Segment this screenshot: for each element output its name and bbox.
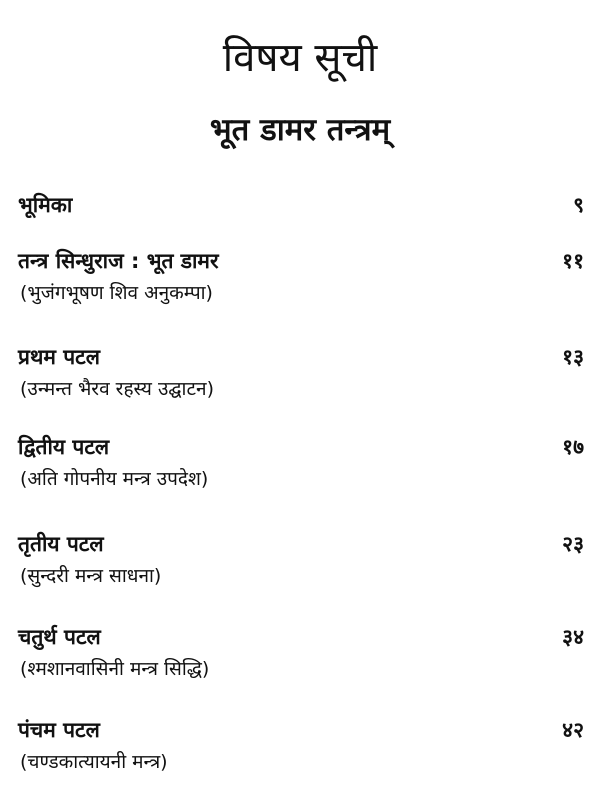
entry-description: (भुजंगभूषण शिव अनुकम्पा) bbox=[20, 282, 213, 304]
toc-entry-patal-1 bbox=[18, 340, 584, 404]
entry-page-number: १३ bbox=[562, 345, 584, 369]
entry-description: (श्मशानवासिनी मन्त्र सिद्धि) bbox=[20, 658, 210, 680]
entry-title: भूमिका bbox=[18, 193, 73, 217]
entry-description: (सुन्दरी मन्त्र साधना) bbox=[20, 565, 162, 587]
toc-entry-patal-2 bbox=[18, 430, 584, 494]
toc-entry-patal-3 bbox=[18, 527, 584, 591]
toc-entry-introduction bbox=[18, 188, 584, 222]
entry-title: द्वितीय पटल bbox=[18, 435, 110, 459]
book-title: भूत डामर तन्त्रम् bbox=[209, 112, 391, 148]
toc-entry-tantra-sindhuraj bbox=[18, 244, 584, 308]
entry-page-number: ४२ bbox=[562, 718, 584, 742]
entry-description: (चण्डकात्यायनी मन्त्र) bbox=[20, 751, 168, 773]
entry-title: प्रथम पटल bbox=[18, 345, 100, 369]
entry-title: तन्त्र सिन्धुराज : भूत डामर bbox=[18, 249, 219, 273]
entry-page-number: ११ bbox=[562, 249, 584, 273]
entry-page-number: ९ bbox=[573, 193, 584, 217]
entry-description: (उन्मन्त भैरव रहस्य उद्घाटन) bbox=[20, 378, 215, 400]
entry-page-number: १७ bbox=[562, 435, 584, 459]
toc-entry-patal-4 bbox=[18, 620, 584, 684]
entry-title: तृतीय पटल bbox=[18, 532, 104, 556]
entry-description: (अति गोपनीय मन्त्र उपदेश) bbox=[20, 468, 209, 490]
entry-page-number: २३ bbox=[562, 532, 584, 556]
entry-title: चतुर्थ पटल bbox=[18, 625, 101, 649]
entry-title: पंचम पटल bbox=[18, 718, 100, 742]
toc-entry-patal-5 bbox=[18, 713, 584, 777]
entry-page-number: ३४ bbox=[562, 625, 584, 649]
page-title: विषय सूची bbox=[222, 35, 378, 81]
